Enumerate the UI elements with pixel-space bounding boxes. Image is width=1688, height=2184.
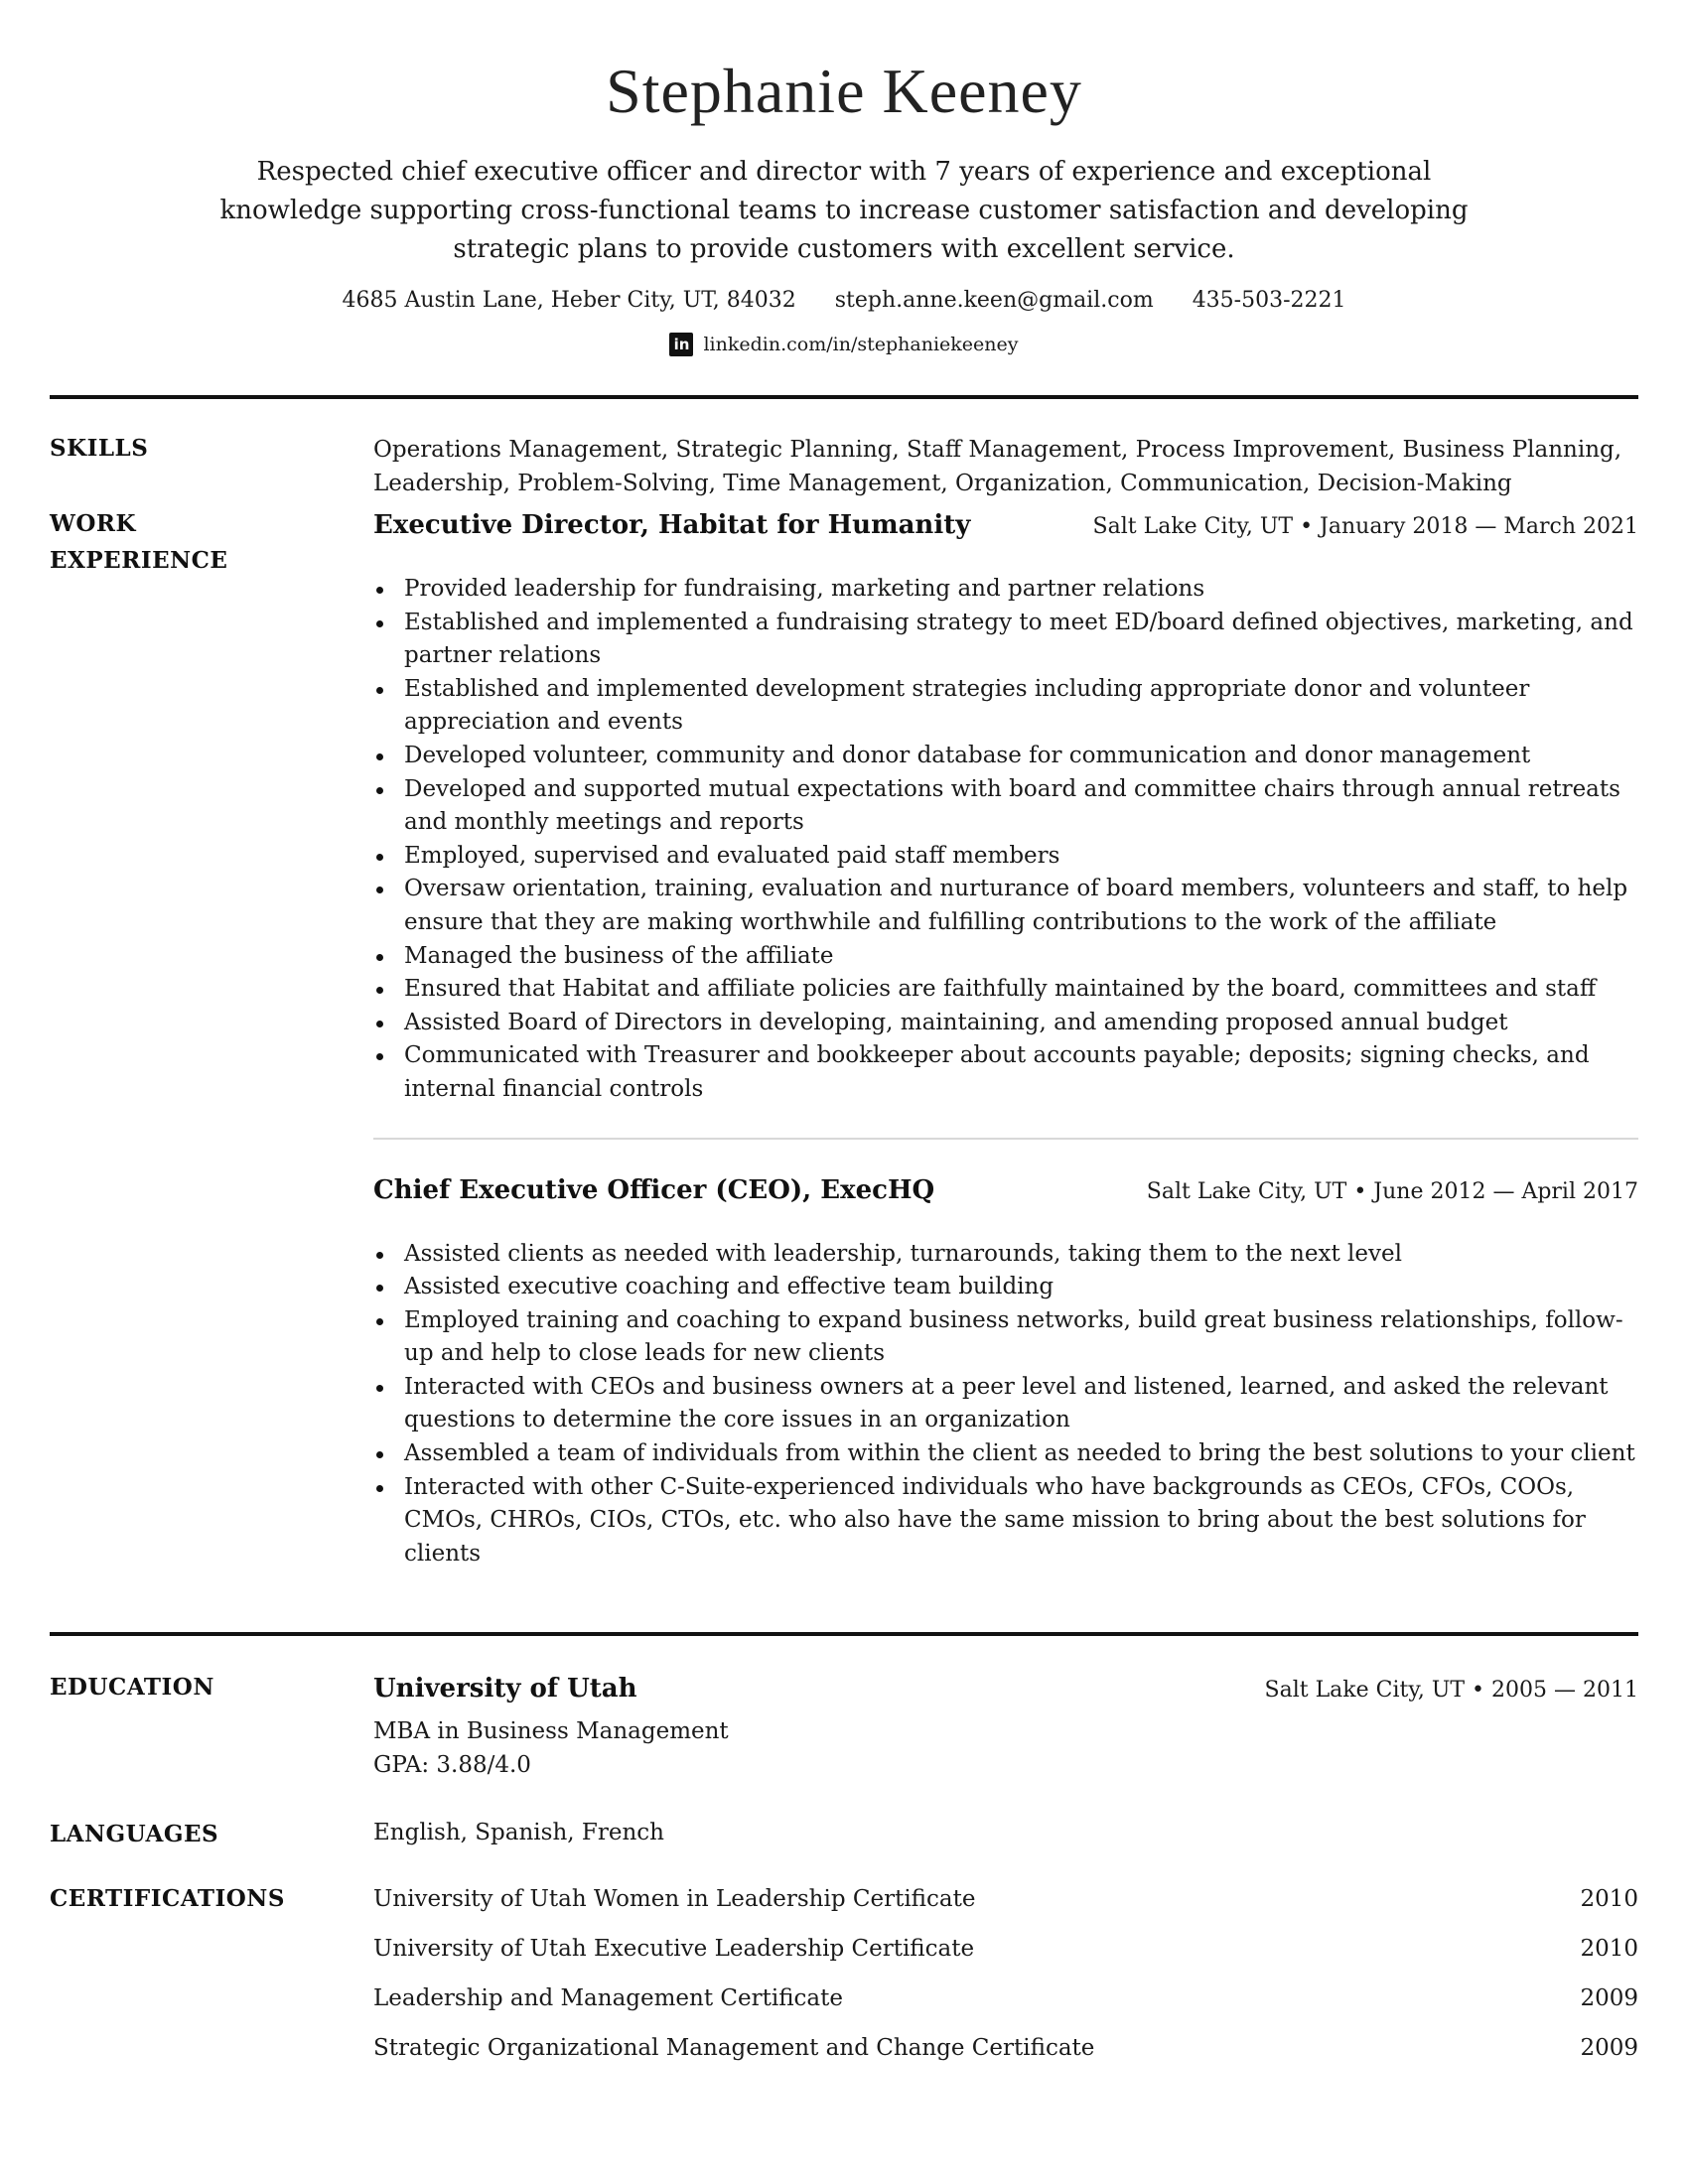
job-header	[373, 505, 1638, 547]
bullet-item: Developed volunteer, community and donor database for communication and donor management	[373, 740, 1638, 773]
phone[interactable]: 435-503-2221	[1192, 288, 1346, 313]
skills-text: Operations Management, Strategic Planning, Staff Management, Process Improvement, Business Planning, Leadership, Problem-Solving, Time Management, Organization, Communication, Decision-Making	[373, 437, 1622, 496]
skills-section	[50, 433, 1638, 500]
job-divider	[373, 1138, 1638, 1140]
bullet-item: Employed training and coaching to expand business networks, build great business relationships, follow-up and help to close leads for new clients	[373, 1304, 1638, 1371]
certification-item	[373, 1874, 1638, 1924]
section-label-line: EXPERIENCE	[50, 547, 228, 574]
education-location-dates: Salt Lake City, UT • 2005 — 2011	[1264, 1678, 1638, 1704]
bullet-item: Managed the business of the affiliate	[373, 940, 1638, 974]
resume-page	[50, 0, 1638, 2184]
work-experience-section	[50, 505, 1638, 1107]
bullet-item: Developed and supported mutual expectations with board and committee chairs through annual retreats and monthly meetings and reports	[373, 773, 1638, 840]
bullet-item: Assembled a team of individuals from within the client as needed to bring the best solutions to your client	[373, 1437, 1638, 1471]
contact-line	[50, 283, 1638, 319]
professional-summary: Respected chief executive officer and director with 7 years of experience and exceptional knowledge supporting cross-functional teams to increase customer satisfaction and developing strategic plans to provide customers with excellent service.	[219, 157, 1469, 264]
section-label: LANGUAGES	[50, 1821, 219, 1848]
certification-name: Leadership and Management Certificate	[373, 1985, 843, 2012]
job-entry	[373, 1170, 1638, 1571]
certification-name: University of Utah Executive Leadership Certificate	[373, 1936, 975, 1963]
education-content	[373, 1669, 1638, 1782]
section-label-spacer	[50, 1170, 373, 1571]
linkedin-icon: in	[669, 333, 693, 356]
bullet-item: Assisted clients as needed with leadership, turnarounds, taking them to the next level	[373, 1238, 1638, 1272]
certification-year: 2009	[1580, 2035, 1638, 2062]
certification-name: Strategic Organizational Management and Change Certificate	[373, 2035, 1095, 2062]
job-bullets	[373, 573, 1638, 1107]
job-bullets	[373, 1238, 1638, 1571]
certification-year: 2010	[1580, 1936, 1638, 1963]
section-label: SKILLS	[50, 435, 149, 462]
gpa: GPA: 3.88/4.0	[373, 1752, 531, 1779]
bullet-item: Assisted Board of Directors in developing, maintaining, and amending proposed annual budget	[373, 1007, 1638, 1040]
bullet-item: Oversaw orientation, training, evaluation and nurturance of board members, volunteers and staff, to help ensure that they are making worthwhile and fulfilling contributions to the work of the affiliate	[373, 873, 1638, 939]
section-label: CERTIFICATIONS	[50, 1885, 285, 1913]
section-label	[50, 505, 373, 1107]
job-title: Chief Executive Officer (CEO), ExecHQ	[373, 1174, 935, 1205]
bullet-item: Established and implemented development strategies including appropriate donor and volunteer appreciation and events	[373, 673, 1638, 740]
section-label-line: WORK	[50, 510, 136, 537]
bullet-item: Communicated with Treasurer and bookkeeper about accounts payable; deposits; signing checks, and internal financial controls	[373, 1039, 1638, 1106]
job-header	[373, 1170, 1638, 1212]
bullet-item: Interacted with CEOs and business owners at a peer level and listened, learned, and asked the relevant questions to determine the core issues in an organization	[373, 1371, 1638, 1437]
certifications-section	[50, 1874, 1638, 2073]
school-name: University of Utah	[373, 1674, 637, 1705]
bullet-item: Ensured that Habitat and affiliate policies are faithfully maintained by the board, committees and staff	[373, 973, 1638, 1007]
bullet-item: Employed, supervised and evaluated paid staff members	[373, 840, 1638, 874]
certification-year: 2009	[1580, 1985, 1638, 2012]
address: 4685 Austin Lane, Heber City, UT, 84032	[342, 288, 796, 313]
certification-item	[373, 2023, 1638, 2073]
bullet-item: Assisted executive coaching and effective team building	[373, 1271, 1638, 1304]
certifications-list	[373, 1874, 1638, 2073]
education-header	[373, 1669, 1638, 1710]
work-content	[373, 1170, 1638, 1571]
linkedin-line	[50, 333, 1638, 356]
certification-item	[373, 1924, 1638, 1974]
section-divider	[50, 1632, 1638, 1636]
degree: MBA in Business Management	[373, 1718, 729, 1745]
linkedin-link[interactable]: linkedin.com/in/stephaniekeeney	[703, 334, 1019, 355]
job-location-dates: Salt Lake City, UT • June 2012 — April 2017	[1146, 1178, 1638, 1204]
section-label: EDUCATION	[50, 1674, 214, 1702]
work-content	[373, 505, 1638, 1107]
candidate-name: Stephanie Keeney	[606, 56, 1082, 126]
certification-item	[373, 1974, 1638, 2023]
bullet-item: Established and implemented a fundraising strategy to meet ED/board defined objectives, marketing, and partner relations	[373, 607, 1638, 673]
section-divider	[50, 395, 1638, 399]
job-location-dates: Salt Lake City, UT • January 2018 — March 2021	[1092, 514, 1638, 539]
bullet-item: Provided leadership for fundraising, marketing and partner relations	[373, 573, 1638, 607]
job-title: Executive Director, Habitat for Humanity	[373, 510, 971, 540]
education-section	[50, 1669, 1638, 1782]
job-entry	[373, 505, 1638, 1107]
languages-text: English, Spanish, French	[373, 1820, 664, 1846]
resume-header	[50, 0, 1638, 356]
bullet-item: Interacted with other C-Suite-experienced individuals who have backgrounds as CEOs, CFOs, COOs, CMOs, CHROs, CIOs, CTOs, etc. who also have the same mission to bring about the best solutions for clients	[373, 1471, 1638, 1571]
email[interactable]: steph.anne.keen@gmail.com	[834, 288, 1154, 313]
certification-name: University of Utah Women in Leadership Certificate	[373, 1886, 976, 1913]
certification-year: 2010	[1580, 1886, 1638, 1913]
work-experience-section-continued	[50, 1170, 1638, 1571]
languages-section	[50, 1816, 1638, 1852]
